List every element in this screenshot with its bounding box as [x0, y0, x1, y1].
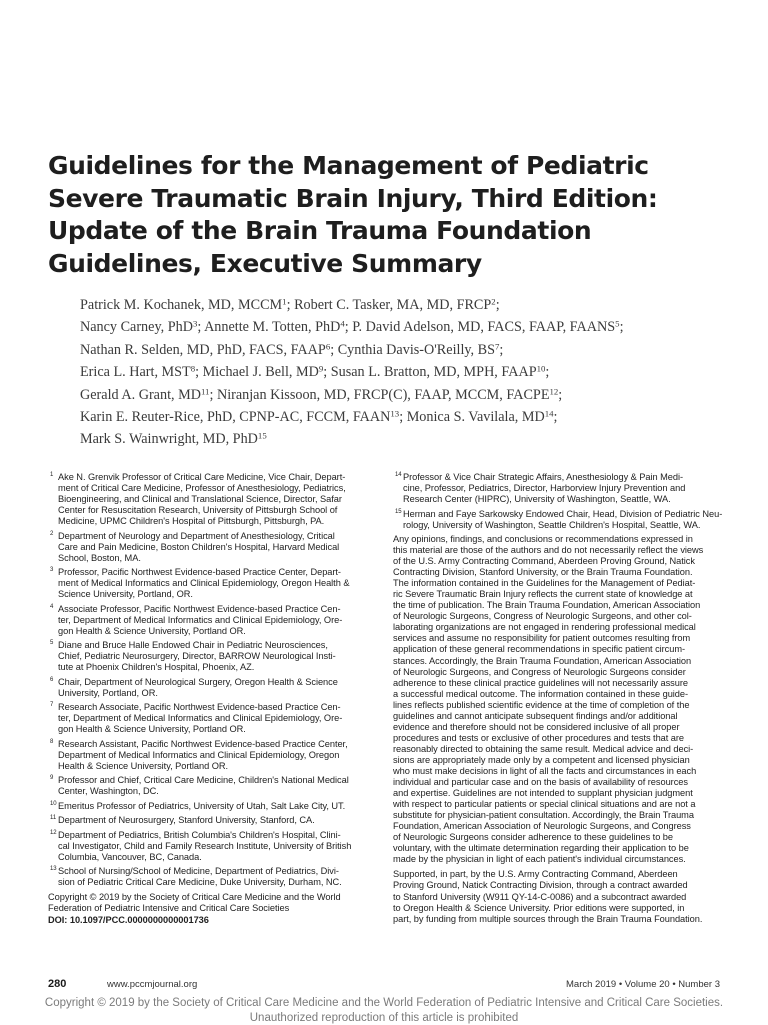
- affiliation-number: 12: [50, 828, 57, 839]
- affiliation-line: Chief, Pediatric Neurosurgery, Director, BARROW Neurological Insti-: [58, 651, 378, 662]
- disclaimer-paragraph: [393, 534, 723, 865]
- author-name-text: Mark S. Wainwright, MD, PhD: [80, 431, 258, 447]
- affiliation-line: ter, Department of Medical Informatics and Clinical Epidemiology, Ore-: [58, 615, 378, 626]
- disclaimer-line: of the U.S. Army Contracting Command, Aberdeen Proving Ground, Natick: [393, 556, 723, 567]
- author-affiliation-marker: 8: [191, 364, 195, 374]
- disclaimer-line: lines reflects published scientific evidence at the time of completion of the: [393, 700, 723, 711]
- affiliation-line: ment of Critical Care Medicine, Professor of Anesthesiology, Pediatrics,: [58, 483, 378, 494]
- author-affiliation-marker: 12: [550, 386, 559, 396]
- support-line: Supported, in part, by the U.S. Army Contracting Command, Aberdeen: [393, 869, 723, 880]
- author-name-text: ; Susan L. Bratton, MD, MPH, FAAP: [323, 364, 536, 380]
- author-affiliation-marker: 6: [326, 341, 330, 351]
- affiliation-line: Professor & Vice Chair Strategic Affairs, Anesthesiology & Pain Medi-: [403, 472, 723, 483]
- affiliations-column-left: [48, 472, 378, 926]
- author-affiliation-marker: 3: [193, 319, 197, 329]
- author-affiliation-marker: 7: [495, 341, 499, 351]
- disclaimer-line: a successful medical outcome. The information contained in these guide-: [393, 689, 723, 700]
- copyright-line: Federation of Pediatric Intensive and Critical Care Societies: [48, 903, 378, 914]
- author-affiliation-marker: 5: [615, 319, 619, 329]
- disclaimer-line: the time of publication. The Brain Trauma Foundation, American Association: [393, 600, 723, 611]
- affiliation-line: ment of Medical Informatics and Clinical Epidemiology, Oregon Health &: [58, 578, 378, 589]
- affiliation-note: [48, 567, 378, 600]
- author-name-text: ;: [558, 387, 562, 403]
- disclaimer-line: of Neurologic Surgeons, and Congress of Neurologic Surgeons consider: [393, 667, 723, 678]
- affiliation-note: [48, 815, 378, 826]
- affiliation-line: Ake N. Grenvik Professor of Critical Care Medicine, Vice Chair, Depart-: [58, 472, 378, 483]
- affiliation-line: Care and Pain Medicine, Boston Children's Hospital, Harvard Medical: [58, 542, 378, 553]
- affiliation-line: ter, Department of Medical Informatics and Clinical Epidemiology, Ore-: [58, 713, 378, 724]
- affiliation-line: Research Center (HIPRC), University of Washington, Seattle, WA.: [403, 494, 723, 505]
- support-line: Proving Ground, Natick Contracting Division, through a contract awarded: [393, 880, 723, 891]
- affiliation-line: cal Investigator, Child and Family Research Institute, University of British: [58, 841, 378, 852]
- author-affiliation-marker: 15: [258, 431, 267, 441]
- affiliation-line: rology, University of Washington, Seattle Children's Hospital, Seattle, WA.: [403, 520, 723, 531]
- disclaimer-line: this material are those of the authors and do not necessarily reflect the views: [393, 545, 723, 556]
- support-line: part, by funding from multiple sources through the Brain Trauma Foundation.: [393, 914, 723, 925]
- author-affiliation-marker: 13: [390, 409, 399, 419]
- support-paragraph: [393, 869, 723, 924]
- article-title: [48, 150, 728, 280]
- affiliation-line: School of Nursing/School of Medicine, Department of Pediatrics, Divi-: [58, 866, 378, 877]
- affiliation-line: Associate Professor, Pacific Northwest Evidence-based Practice Cen-: [58, 604, 378, 615]
- disclaimer-line: who must make decisions in light of all the facts and circumstances in each: [393, 766, 723, 777]
- author-line: [80, 406, 740, 428]
- author-line: [80, 294, 740, 316]
- affiliations-column-right: [393, 472, 723, 929]
- affiliation-line: Medicine, UPMC Children's Hospital of Pittsburgh, Pittsburgh, PA.: [58, 516, 378, 527]
- affiliation-note: [48, 830, 378, 863]
- author-name-text: ;: [499, 342, 503, 358]
- disclaimer-line: sions are appropriately made only by a competent and licensed physician: [393, 755, 723, 766]
- affiliation-line: sion of Pediatric Critical Care Medicine, Duke University, Durham, NC.: [58, 877, 378, 888]
- affiliation-line: Research Assistant, Pacific Northwest Evidence-based Practice Center,: [58, 739, 378, 750]
- affiliation-line: cine, Professor, Pediatrics, Director, Harborview Injury Prevention and: [403, 483, 723, 494]
- author-name-text: ;: [620, 319, 624, 335]
- author-line: [80, 361, 740, 383]
- author-name-text: ; Niranjan Kissoon, MD, FRCP(C), FAAP, MCCM, FACPE: [209, 387, 549, 403]
- issue-info: March 2019 • Volume 20 • Number 3: [566, 979, 720, 990]
- author-name-text: Karin E. Reuter-Rice, PhD, CPNP-AC, FCCM, FAAN: [80, 409, 390, 425]
- affiliation-number: 5: [50, 638, 53, 649]
- disclaimer-line: laborating organizations are not engaged in rendering professional medical: [393, 622, 723, 633]
- disclaimer-line: procedures and tests or exclusive of other procedures and tests that are: [393, 733, 723, 744]
- support-line: to Oregon Health & Science University. Prior editions were supported, in: [393, 903, 723, 914]
- author-name-text: ; Cynthia Davis-O'Reilly, BS: [330, 342, 495, 358]
- affiliation-line: Professor and Chief, Critical Care Medicine, Children's National Medical: [58, 775, 378, 786]
- affiliation-number: 6: [50, 675, 53, 686]
- affiliation-line: Health & Science University, Portland OR.: [58, 761, 378, 772]
- journal-url: www.pccmjournal.org: [107, 979, 197, 990]
- affiliation-line: Department of Medical Informatics and Clinical Epidemiology, Oregon: [58, 750, 378, 761]
- affiliation-note: [393, 509, 723, 531]
- affiliation-number: 13: [50, 864, 57, 875]
- affiliation-number: 1: [50, 470, 53, 481]
- disclaimer-line: Contracting Division, Stanford University, or the Brain Trauma Foundation.: [393, 567, 723, 578]
- affiliation-number: 10: [50, 799, 57, 810]
- title-line: Guidelines, Executive Summary: [48, 248, 728, 281]
- support-line: to Stanford University (W911 QY-14-C-0086) and a subcontract awarded: [393, 892, 723, 903]
- affiliation-line: Columbia, Vancouver, BC, Canada.: [58, 852, 378, 863]
- author-affiliation-marker: 11: [201, 386, 209, 396]
- affiliation-line: Department of Pediatrics, British Columbia's Children's Hospital, Clini-: [58, 830, 378, 841]
- disclaimer-line: services and assume no responsibility for patient outcomes resulting from: [393, 633, 723, 644]
- affiliation-line: Emeritus Professor of Pediatrics, University of Utah, Salt Lake City, UT.: [58, 801, 378, 812]
- author-name-text: ; Monica S. Vavilala, MD: [399, 409, 545, 425]
- title-line: Severe Traumatic Brain Injury, Third Edition:: [48, 183, 728, 216]
- doi-text: DOI: 10.1097/PCC.0000000000001736: [48, 915, 378, 926]
- disclaimer-line: reasonably directed to obtaining the same result. Medical advice and deci-: [393, 744, 723, 755]
- author-name-text: Gerald A. Grant, MD: [80, 387, 201, 403]
- affiliation-note: [48, 677, 378, 699]
- disclaimer-line: Foundation, American Association of Neurologic Surgeons, and Congress: [393, 821, 723, 832]
- affiliation-line: Professor, Pacific Northwest Evidence-based Practice Center, Depart-: [58, 567, 378, 578]
- affiliation-note: [48, 604, 378, 637]
- affiliation-number: 15: [395, 507, 402, 518]
- disclaimer-line: and expertise. Guidelines are not intended to supplant physician judgment: [393, 788, 723, 799]
- notice-line: Copyright © 2019 by the Society of Critical Care Medicine and the World Federation of Pediatric Intensive and Critical Care Societies.: [0, 996, 768, 1011]
- affiliation-line: Department of Neurology and Department of Anesthesiology, Critical: [58, 531, 378, 542]
- author-name-text: ; P. David Adelson, MD, FACS, FAAP, FAANS: [345, 319, 615, 335]
- affiliation-note: [48, 775, 378, 797]
- affiliation-line: gon Health & Science University, Portland OR.: [58, 626, 378, 637]
- author-affiliation-marker: 9: [319, 364, 323, 374]
- author-name-text: ; Robert C. Tasker, MA, MD, FRCP: [287, 297, 492, 313]
- affiliation-line: School, Boston, MA.: [58, 553, 378, 564]
- copyright-statement: [48, 892, 378, 914]
- disclaimer-line: application of these general recommendations in specific patient circum-: [393, 644, 723, 655]
- affiliation-line: Diane and Bruce Halle Endowed Chair in Pediatric Neurosciences,: [58, 640, 378, 651]
- disclaimer-line: ric Severe Traumatic Brain Injury reflects the current state of knowledge at: [393, 589, 723, 600]
- affiliation-line: gon Health & Science University, Portland OR.: [58, 724, 378, 735]
- copyright-line: Copyright © 2019 by the Society of Critical Care Medicine and the World: [48, 892, 378, 903]
- author-name-text: Nancy Carney, PhD: [80, 319, 193, 335]
- affiliation-line: Research Associate, Pacific Northwest Evidence-based Practice Cen-: [58, 702, 378, 713]
- disclaimer-line: Any opinions, findings, and conclusions or recommendations expressed in: [393, 534, 723, 545]
- affiliation-number: 2: [50, 529, 53, 540]
- author-affiliation-marker: 14: [545, 409, 554, 419]
- affiliation-note: [393, 472, 723, 505]
- notice-line: Unauthorized reproduction of this article is prohibited: [0, 1011, 768, 1025]
- disclaimer-line: of Neurologic Surgeons consider adherence to these guidelines to be: [393, 832, 723, 843]
- author-affiliation-marker: 4: [340, 319, 344, 329]
- affiliation-number: 3: [50, 565, 53, 576]
- author-name-text: Nathan R. Selden, MD, PhD, FACS, FAAP: [80, 342, 326, 358]
- disclaimer-line: individual and particular case and on the basis of availability of resources: [393, 777, 723, 788]
- affiliation-note: [48, 640, 378, 673]
- affiliation-note: [48, 702, 378, 735]
- disclaimer-line: voluntary, with the ultimate determination regarding their application to be: [393, 843, 723, 854]
- author-line: [80, 428, 740, 450]
- affiliation-line: Science University, Portland, OR.: [58, 589, 378, 600]
- disclaimer-line: The information contained in the Guidelines for the Management of Pediat-: [393, 578, 723, 589]
- author-affiliation-marker: 10: [537, 364, 546, 374]
- author-list: [80, 294, 740, 451]
- affiliation-number: 7: [50, 700, 53, 711]
- page-number: 280: [48, 978, 66, 990]
- author-affiliation-marker: 2: [491, 297, 495, 307]
- affiliation-line: tute at Phoenix Children's Hospital, Phoenix, AZ.: [58, 662, 378, 673]
- affiliation-number: 11: [50, 813, 56, 824]
- author-name-text: ;: [554, 409, 558, 425]
- affiliation-note: [48, 866, 378, 888]
- affiliation-line: Center for Resuscitation Research, University of Pittsburgh School of: [58, 505, 378, 516]
- author-line: [80, 316, 740, 338]
- affiliation-line: Herman and Faye Sarkowsky Endowed Chair, Head, Division of Pediatric Neu-: [403, 509, 723, 520]
- affiliation-note: [48, 801, 378, 812]
- disclaimer-line: adherence to these clinical practice guidelines will not necessarily assure: [393, 678, 723, 689]
- affiliation-line: Bioengineering, and Clinical and Translational Science, Director, Safar: [58, 494, 378, 505]
- author-line: [80, 339, 740, 361]
- affiliation-line: Department of Neurosurgery, Stanford University, Stanford, CA.: [58, 815, 378, 826]
- author-name-text: ;: [496, 297, 500, 313]
- affiliation-number: 9: [50, 773, 53, 784]
- disclaimer-line: evidence and therefore should not be considered inclusive of all proper: [393, 722, 723, 733]
- author-affiliation-marker: 1: [282, 297, 286, 307]
- affiliation-number: 14: [395, 470, 402, 481]
- disclaimer-line: made by the physician in light of each patient's individual circumstances.: [393, 854, 723, 865]
- disclaimer-line: with respect to particular patients or special clinical situations and are not a: [393, 799, 723, 810]
- disclaimer-line: of Neurologic Surgeons, Congress of Neurologic Surgeons, and other col-: [393, 611, 723, 622]
- title-line: Guidelines for the Management of Pediatric: [48, 150, 728, 183]
- affiliation-number: 8: [50, 737, 53, 748]
- affiliation-line: Chair, Department of Neurological Surgery, Oregon Health & Science: [58, 677, 378, 688]
- author-name-text: Patrick M. Kochanek, MD, MCCM: [80, 297, 282, 313]
- affiliation-note: [48, 472, 378, 527]
- author-line: [80, 384, 740, 406]
- disclaimer-line: substitute for physician-patient consultation. Accordingly, the Brain Trauma: [393, 810, 723, 821]
- author-name-text: Erica L. Hart, MST: [80, 364, 191, 380]
- copyright-notice: [0, 996, 768, 1025]
- disclaimer-line: stances. Accordingly, the Brain Trauma Foundation, American Association: [393, 656, 723, 667]
- affiliation-line: University, Portland, OR.: [58, 688, 378, 699]
- author-name-text: ; Michael J. Bell, MD: [195, 364, 319, 380]
- disclaimer-line: guidelines and cannot anticipate subsequent findings and/or additional: [393, 711, 723, 722]
- affiliation-number: 4: [50, 602, 53, 613]
- author-name-text: ;: [545, 364, 549, 380]
- title-line: Update of the Brain Trauma Foundation: [48, 215, 728, 248]
- affiliation-note: [48, 739, 378, 772]
- affiliation-line: Center, Washington, DC.: [58, 786, 378, 797]
- affiliation-note: [48, 531, 378, 564]
- author-name-text: ; Annette M. Totten, PhD: [197, 319, 340, 335]
